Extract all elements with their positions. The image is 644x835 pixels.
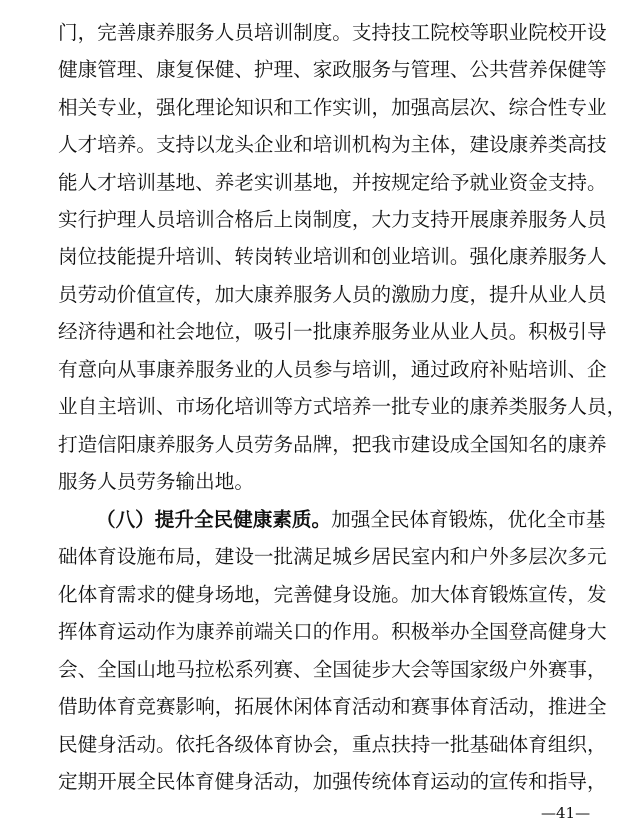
text-line: 有意向从事康养服务业的人员参与培训，通过政府补贴培训、企: [58, 358, 607, 381]
text-line: 定期开展全民体育健身活动，加强传统体育运动的宣传和指导，: [58, 770, 607, 793]
section-heading-text: 加强全民体育锻炼，优化全市基: [331, 508, 606, 531]
text-line: 业自主培训、市场化培训等方式培养一批专业的康养类服务人员，: [58, 395, 627, 418]
page-number: —41—: [541, 804, 591, 822]
text-line: 员劳动价值宣传，加大康养服务人员的激励力度，提升从业人员: [58, 283, 607, 306]
text-line: 相关专业，强化理论知识和工作实训，加强高层次、综合性专业: [58, 96, 607, 119]
text-line: 实行护理人员培训合格后上岗制度，大力支持开展康养服务人员: [58, 208, 607, 231]
text-line: 打造信阳康养服务人员劳务品牌，把我市建设成全国知名的康养: [58, 433, 607, 456]
section-heading: （八）提升全民健康素质。: [96, 508, 332, 531]
text-line: 会、全国山地马拉松系列赛、全国徒步大会等国家级户外赛事，: [58, 658, 607, 681]
text-line: 民健身活动。依托各级体育协会，重点扶持一批基础体育组织，: [58, 733, 607, 756]
text-line: 化体育需求的健身场地，完善健身设施。加大体育锻炼宣传，发: [58, 583, 607, 606]
text-line: 能人才培训基地、养老实训基地，并按规定给予就业资金支持。: [58, 171, 607, 194]
text-line: 人才培养。支持以龙头企业和培训机构为主体，建设康养类高技: [58, 133, 607, 156]
text-line: 服务人员劳务输出地。: [58, 470, 254, 493]
text-line: 健康管理、康复保健、护理、家政服务与管理、公共营养保健等: [58, 58, 607, 81]
text-line: 础体育设施布局，建设一批满足城乡居民室内和户外多层次多元: [58, 545, 607, 568]
text-line: 经济待遇和社会地位，吸引一批康养服务业从业人员。积极引导: [58, 320, 607, 343]
text-line: 岗位技能提升培训、转岗转业培训和创业培训。强化康养服务人: [58, 245, 607, 268]
text-line: 门，完善康养服务人员培训制度。支持技工院校等职业院校开设: [58, 21, 607, 44]
text-line: 挥体育运动作为康养前端关口的作用。积极举办全国登高健身大: [58, 620, 607, 643]
section-heading-line: [96, 506, 606, 534]
text-line: 借助体育竞赛影响，拓展休闲体育活动和赛事体育活动，推进全: [58, 695, 607, 718]
